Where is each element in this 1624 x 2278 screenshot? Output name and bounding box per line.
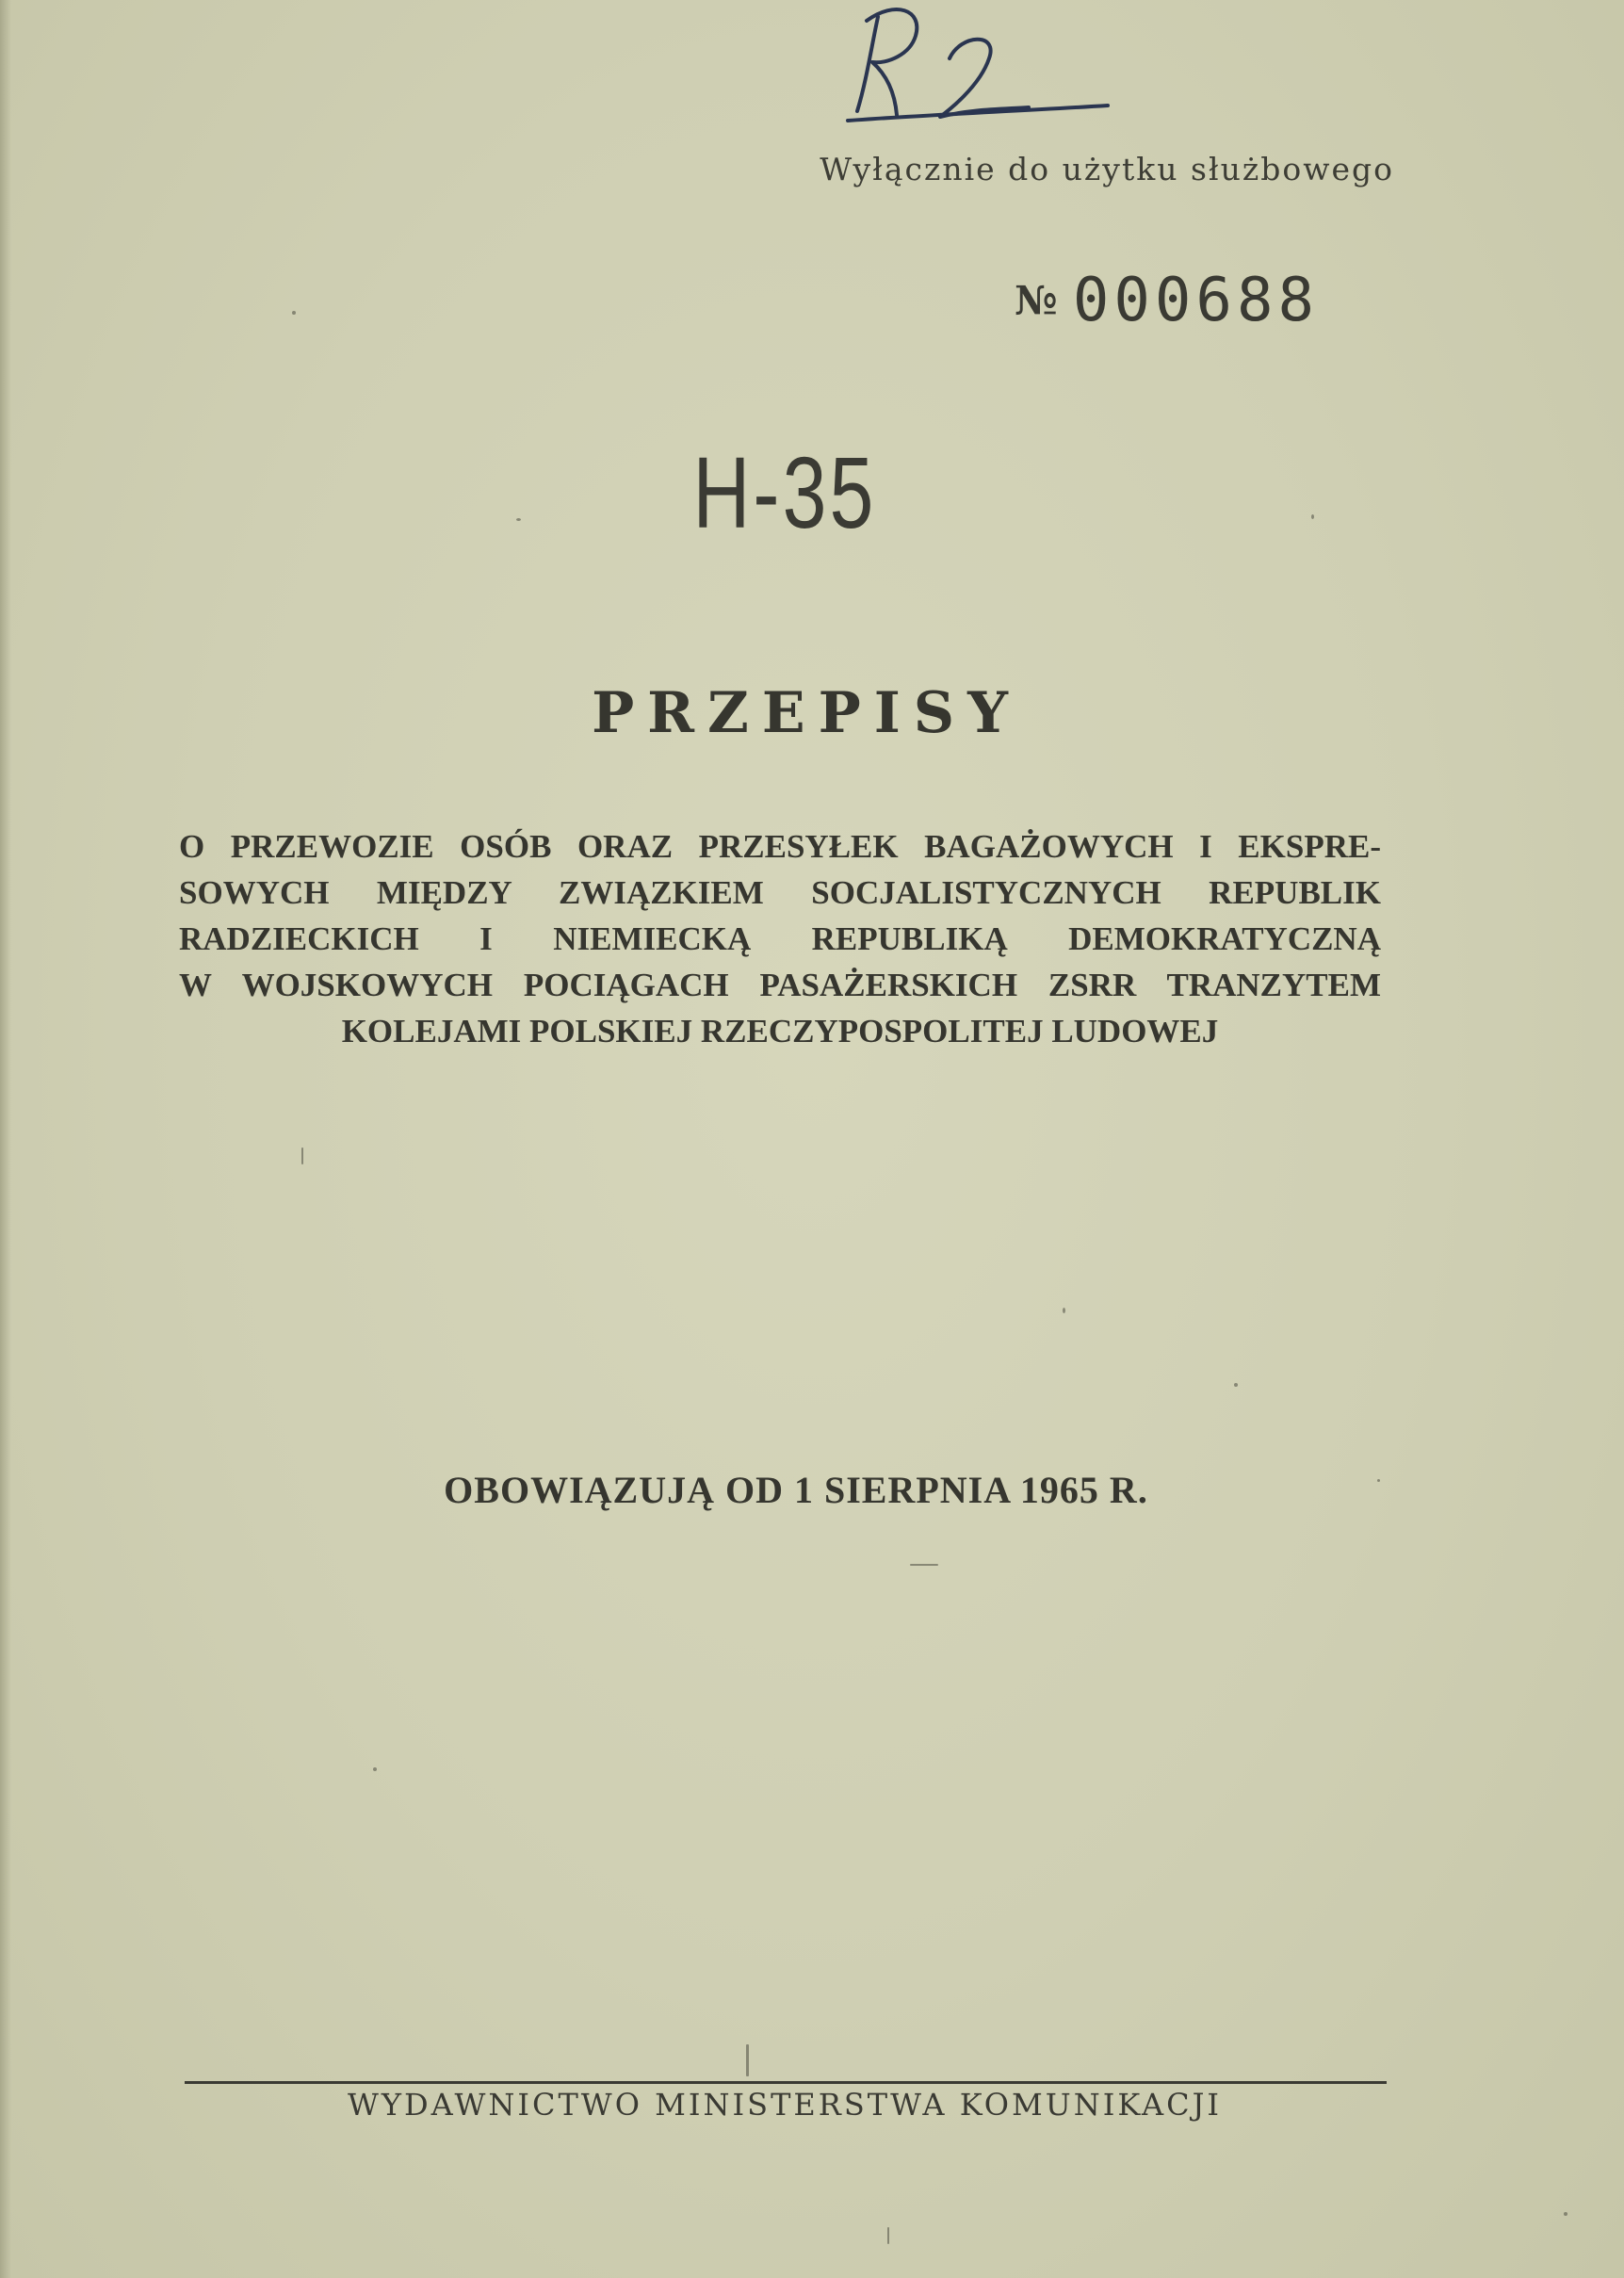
page-title: PRZEPISY (592, 680, 1021, 746)
paper-speck (1234, 1383, 1238, 1387)
classification-notice: Wyłącznie do użytku służbowego (820, 151, 1394, 187)
handwritten-signature (829, 0, 1130, 141)
paper-speck (1311, 514, 1314, 519)
subtitle-line: KOLEJAMI POLSKIEJ RZECZYPOSPOLITEJ LUDOWEJ (341, 1013, 1219, 1050)
paper-speck (910, 1564, 938, 1566)
paper-speck (1564, 2212, 1567, 2216)
document-subtitle (179, 823, 1381, 1054)
subtitle-line: W WOJSKOWYCH POCIĄGACH PASAŻERSKICH ZSRR TRANZYTEM (179, 967, 1381, 1003)
paper-speck (1063, 1308, 1065, 1313)
serial-label: № (1015, 277, 1058, 324)
paper-speck (746, 2044, 749, 2076)
page-edge-shadow (0, 0, 11, 2278)
subtitle-line: O PRZEWOZIE OSÓB ORAZ PRZESYŁEK BAGAŻOWYCH I EKSPRE- (179, 828, 1381, 865)
paper-speck (292, 311, 296, 315)
subtitle-line: SOWYCH MIĘDZY ZWIĄZKIEM SOCJALISTYCZNYCH REPUBLIK (179, 874, 1381, 911)
validity-date: OBOWIĄZUJĄ OD 1 SIERPNIA 1965 R. (444, 1469, 1148, 1511)
paper-speck (301, 1147, 303, 1164)
publisher-name: WYDAWNICTWO MINISTERSTWA KOMUNIKACJI (347, 2087, 1223, 2123)
paper-speck (887, 2227, 889, 2244)
paper-speck (516, 518, 521, 521)
paper-speck (373, 1767, 377, 1771)
paper-speck (1377, 1479, 1380, 1482)
document-code: H-35 (692, 435, 877, 549)
subtitle-line: RADZIECKICH I NIEMIECKĄ REPUBLIKĄ DEMOKRATYCZNĄ (179, 920, 1381, 957)
serial-number (980, 266, 1319, 335)
serial-value: 000688 (1072, 266, 1319, 335)
footer-divider (185, 2081, 1387, 2084)
